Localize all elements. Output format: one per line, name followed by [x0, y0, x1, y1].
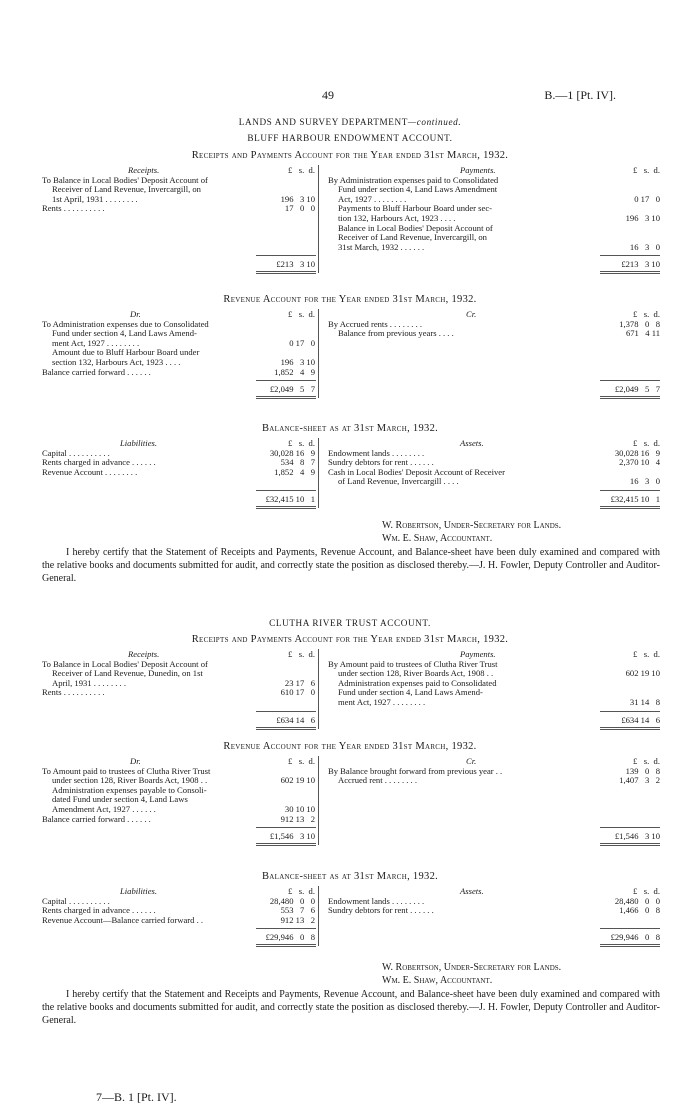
left-row-text: 1st April, 1931 . . . . . . . .	[52, 193, 138, 204]
right-total: £32,415 10 1	[610, 494, 660, 504]
left-total-double-rule	[256, 506, 316, 509]
right-row-amount: 671 4 11	[625, 328, 660, 339]
left-row-text: Rents . . . . . . . . . .	[42, 687, 105, 698]
left-row-text: Capital . . . . . . . . . .	[42, 895, 110, 906]
left-row-text: Receiver of Land Revenue, Invercargill, on	[52, 184, 201, 195]
account-title: Balance-sheet as at 31st March, 1932.	[261, 423, 439, 434]
right-total: £213 3 10	[621, 259, 660, 270]
right-row-text: tion 132, Harbours Act, 1923 . . . .	[338, 213, 456, 223]
page-number: 49	[322, 88, 334, 102]
endowment-title: BLUFF HARBOUR ENDOWMENT ACCOUNT.	[247, 133, 453, 143]
page-footer: 7—B. 1 [Pt. IV].	[96, 1090, 177, 1104]
right-total-double-rule	[600, 271, 660, 274]
right-row-amount: 1,407 3 2	[619, 775, 660, 786]
right-subtotal-rule	[600, 490, 660, 491]
column-divider	[318, 165, 319, 273]
left-currency-heading: £ s. d.	[288, 438, 315, 448]
right-currency-heading: £ s. d.	[633, 649, 660, 659]
right-row-text: Fund under section 4, Land Laws Amend-	[338, 687, 483, 698]
left-subtotal-rule	[256, 827, 316, 828]
right-row-text: By Accrued rents . . . . . . . .	[328, 318, 423, 329]
right-subtotal-rule	[600, 827, 660, 828]
right-row-text: 31st March, 1932 . . . . . .	[338, 241, 425, 252]
left-row-amount: 1,852 4 9	[274, 466, 315, 477]
right-row-amount: 2,370 10 4	[619, 457, 660, 468]
account-title: Revenue Account for the Year ended 31st March, 1932.	[223, 294, 477, 305]
right-row-text: Endowment lands . . . . . . . .	[328, 895, 425, 906]
left-row-amount: 553 7 6	[280, 905, 315, 916]
audit-certificate: I hereby certify that the Statement and Receipts and Payments, Revenue Account, and Balance-sheet have been duly examined and compared with the relative books and documents submitted for audit, and correctly state the position as disclosed thereby.—J. H. Fowler, Deputy Controller and Auditor-General.	[42, 989, 660, 1027]
left-row-amount: 196 3 10	[280, 193, 315, 204]
right-row-text: Sundry debtors for rent . . . . . .	[328, 457, 434, 468]
left-row-amount: 28,480 0 0	[269, 895, 315, 906]
left-row-text: section 132, Harbours Act, 1923 . . . .	[52, 357, 181, 367]
left-total-double-rule	[256, 944, 316, 947]
right-total: £634 14 6	[621, 714, 660, 725]
right-row-amount: 16 3 0	[629, 476, 660, 487]
page-header	[0, 88, 700, 104]
right-row-text: By Balance brought forward from previous year . .	[328, 765, 503, 776]
right-row-amount: 139 0 8	[625, 765, 660, 776]
column-divider	[318, 438, 319, 508]
right-column-heading: Assets.	[460, 886, 484, 896]
right-column-heading: Cr.	[466, 756, 477, 766]
left-row-amount: 602 19 10	[280, 775, 315, 786]
left-row-amount: 912 13 2	[280, 813, 315, 824]
left-subtotal-rule	[256, 255, 316, 256]
right-row-amount: 31 14 8	[629, 697, 660, 707]
column-divider	[318, 886, 319, 946]
right-row-text: Sundry debtors for rent . . . . . .	[328, 905, 434, 916]
right-column-heading: Payments.	[460, 649, 496, 659]
right-row-text: Balance in Local Bodies' Deposit Account of	[338, 222, 493, 233]
left-row-text: To Administration expenses due to Consolidated	[42, 318, 209, 329]
column-divider	[318, 649, 319, 729]
right-row-amount: 196 3 10	[625, 213, 660, 223]
left-row-text: Rents charged in advance . . . . . .	[42, 457, 156, 468]
document-reference: B.—1 [Pt. IV].	[544, 88, 616, 102]
left-row-text: Amendment Act, 1927 . . . . . .	[52, 804, 156, 814]
left-column-heading: Receipts.	[128, 649, 160, 659]
left-row-text: Rents charged in advance . . . . . .	[42, 905, 156, 916]
right-column-heading: Cr.	[466, 309, 477, 319]
left-total-double-rule	[256, 727, 316, 730]
signature-under-secretary: W. Robertson, Under-Secretary for Lands.	[382, 962, 562, 973]
left-row-text: Amount due to Bluff Harbour Board under	[52, 347, 200, 358]
left-currency-heading: £ s. d.	[288, 649, 315, 659]
left-row-amount: 23 17 6	[284, 677, 315, 688]
left-row-text: Rents . . . . . . . . . .	[42, 203, 105, 214]
right-total: £2,049 5 7	[614, 384, 660, 395]
right-currency-heading: £ s. d.	[633, 886, 660, 896]
right-total-double-rule	[600, 506, 660, 509]
right-currency-heading: £ s. d.	[633, 756, 660, 766]
left-column-heading: Liabilities.	[120, 886, 158, 896]
left-row-text: under section 128, River Boards Act, 1908 . .	[52, 775, 208, 786]
right-total-double-rule	[600, 396, 660, 399]
left-subtotal-rule	[256, 711, 316, 712]
right-total-double-rule	[600, 843, 660, 846]
left-subtotal-rule	[256, 928, 316, 929]
account-title: Balance-sheet as at 31st March, 1932.	[261, 871, 439, 882]
left-row-amount: 17 0 0	[284, 203, 315, 214]
left-column-heading: Receipts.	[128, 165, 160, 175]
right-row-text: Endowment lands . . . . . . . .	[328, 447, 425, 458]
right-currency-heading: £ s. d.	[633, 165, 660, 175]
right-currency-heading: £ s. d.	[633, 438, 660, 448]
right-row-text: Act, 1927 . . . . . . . .	[338, 193, 407, 204]
right-row-text: By Administration expenses paid to Consolidated	[328, 174, 499, 185]
left-currency-heading: £ s. d.	[288, 165, 315, 175]
right-column-heading: Assets.	[460, 438, 484, 448]
right-row-amount: 1,378 0 8	[619, 318, 660, 329]
right-total: £1,546 3 10	[614, 831, 660, 842]
account-title: Receipts and Payments Account for the Year ended 31st March, 1932.	[191, 150, 509, 161]
right-total: £29,946 0 8	[610, 932, 660, 943]
left-subtotal-rule	[256, 380, 316, 381]
left-row-text: ment Act, 1927 . . . . . . . .	[52, 337, 140, 348]
column-divider	[318, 309, 319, 398]
left-row-text: Receiver of Land Revenue, Dunedin, on 1st	[52, 668, 203, 679]
signature-accountant: Wm. E. Shaw, Accountant.	[382, 975, 493, 986]
left-total-double-rule	[256, 271, 316, 274]
right-subtotal-rule	[600, 711, 660, 712]
account-title: Revenue Account for the Year ended 31st March, 1932.	[223, 741, 477, 752]
left-total: £1,546 3 10	[269, 831, 315, 842]
right-total-double-rule	[600, 727, 660, 730]
right-row-text: Cash in Local Bodies' Deposit Account of Receiver	[328, 466, 505, 477]
right-row-text: under section 128, River Boards Act, 1908 . .	[338, 668, 494, 679]
right-subtotal-rule	[600, 928, 660, 929]
left-row-text: Fund under section 4, Land Laws Amend-	[52, 328, 197, 339]
right-row-amount: 0 17 0	[634, 193, 660, 204]
left-currency-heading: £ s. d.	[288, 309, 315, 319]
right-row-amount: 28,480 0 0	[614, 895, 660, 906]
right-row-amount: 602 19 10	[625, 668, 660, 679]
left-row-text: Revenue Account—Balance carried forward . .	[42, 914, 204, 925]
left-column-heading: Liabilities.	[120, 438, 158, 448]
left-total-double-rule	[256, 396, 316, 399]
right-subtotal-rule	[600, 255, 660, 256]
left-row-amount: 912 13 2	[280, 914, 315, 925]
right-row-text: Fund under section 4, Land Laws Amendment	[338, 184, 498, 195]
right-row-text: Accrued rent . . . . . . . .	[338, 775, 417, 786]
left-total: £32,415 10 1	[265, 494, 315, 504]
left-row-amount: 30,028 16 9	[269, 447, 315, 458]
left-row-amount: 534 8 7	[280, 457, 315, 468]
audit-certificate: I hereby certify that the Statement of Receipts and Payments, Revenue Account, and Balance-sheet have been duly examined and compared with the relative books and documents submitted for audit, and correctly state the position as disclosed thereby.—J. H. Fowler, Deputy Controller and Auditor-General.	[42, 547, 660, 585]
right-row-text: By Amount paid to trustees of Clutha River Trust	[328, 658, 498, 669]
department-title: LANDS AND SURVEY DEPARTMENT—continued.	[238, 117, 462, 127]
left-row-text: Balance carried forward . . . . . .	[42, 813, 151, 824]
left-row-text: To Amount paid to trustees of Clutha River Trust	[42, 765, 211, 776]
right-subtotal-rule	[600, 380, 660, 381]
left-total: £634 14 6	[276, 714, 315, 725]
left-row-amount: 30 10 10	[284, 804, 315, 814]
signature-accountant: Wm. E. Shaw, Accountant.	[382, 533, 493, 544]
left-row-text: Revenue Account . . . . . . . .	[42, 466, 138, 477]
account-title: Receipts and Payments Account for the Year ended 31st March, 1932.	[191, 634, 509, 645]
right-total-double-rule	[600, 944, 660, 947]
right-column-heading: Payments.	[460, 165, 496, 175]
column-divider	[318, 756, 319, 845]
left-currency-heading: £ s. d.	[288, 756, 315, 766]
left-row-amount: 1,852 4 9	[274, 366, 315, 377]
right-row-text: Payments to Bluff Harbour Board under sec-	[338, 203, 493, 214]
left-total: £29,946 0 8	[265, 932, 315, 943]
left-row-amount: 0 17 0	[289, 337, 315, 348]
right-row-text: Balance from previous years . . . .	[338, 328, 454, 339]
right-row-amount: 1,466 0 8	[619, 905, 660, 916]
left-total: £2,049 5 7	[269, 384, 315, 395]
right-row-amount: 30,028 16 9	[614, 447, 660, 458]
left-row-text: dated Fund under section 4, Land Laws	[52, 794, 188, 805]
right-row-text: of Land Revenue, Invercargill . . . .	[338, 476, 459, 487]
left-total: £213 3 10	[276, 259, 315, 270]
left-row-amount: 610 17 0	[280, 687, 315, 698]
right-row-text: Administration expenses paid to Consolidated	[338, 677, 497, 688]
right-row-text: ment Act, 1927 . . . . . . . .	[338, 697, 426, 707]
left-column-heading: Dr.	[130, 756, 141, 766]
left-subtotal-rule	[256, 490, 316, 491]
left-row-text: Balance carried forward . . . . . .	[42, 366, 151, 377]
left-row-amount: 196 3 10	[280, 357, 315, 367]
left-row-text: To Balance in Local Bodies' Deposit Account of	[42, 658, 208, 669]
left-row-text: Administration expenses payable to Consoli-	[52, 784, 207, 795]
left-total-double-rule	[256, 843, 316, 846]
left-row-text: Capital . . . . . . . . . .	[42, 447, 110, 458]
right-currency-heading: £ s. d.	[633, 309, 660, 319]
left-row-text: To Balance in Local Bodies' Deposit Account of	[42, 174, 208, 185]
left-row-text: April, 1931 . . . . . . . .	[52, 677, 126, 688]
right-row-text: Receiver of Land Revenue, Invercargill, on	[338, 232, 487, 243]
left-currency-heading: £ s. d.	[288, 886, 315, 896]
signature-under-secretary: W. Robertson, Under-Secretary for Lands.	[382, 520, 562, 531]
left-column-heading: Dr.	[130, 309, 141, 319]
endowment-title: CLUTHA RIVER TRUST ACCOUNT.	[269, 618, 431, 628]
right-row-amount: 16 3 0	[629, 241, 660, 252]
